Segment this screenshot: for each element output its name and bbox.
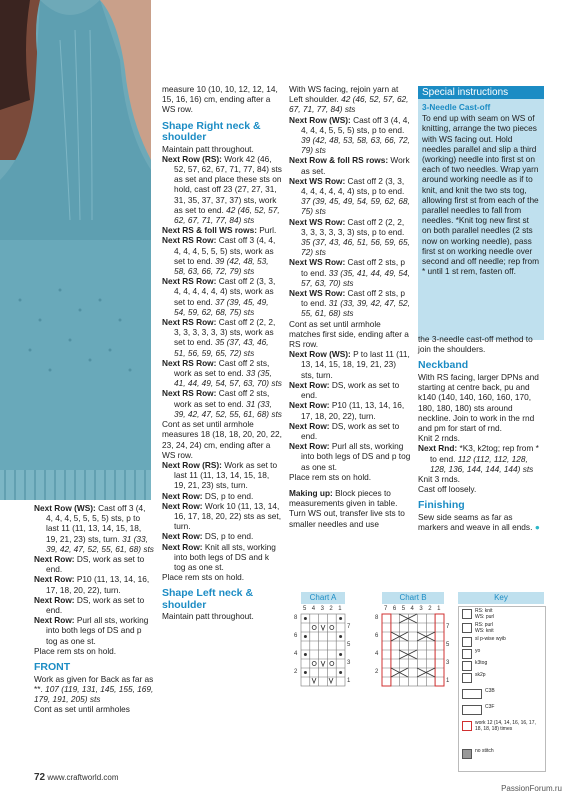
watermark: PassionForum.ru [501, 784, 562, 793]
instruction-row: Next RS Row: Cast off 3 (4, 4, 4, 4, 4, 5, 5, 5) sts, work as set to end. 39 (42, 48, 53, 58, 63, 66, 72, 79) sts [162, 235, 276, 277]
key-label: yo [475, 648, 481, 654]
column-4 [418, 334, 544, 532]
shape-right-heading: Shape Right neck & shoulder [162, 119, 261, 144]
instruction-row: Next Row (WS): P to last 11 (11, 13, 14, 15, 18, 19, 21, 23) sts, turn. [289, 349, 410, 380]
cast-off-heading: 3-Needle Cast-off [422, 102, 491, 112]
front-text-2: Cont as set until armholes [34, 704, 130, 715]
instruction-row: Next Row: Purl all sts, working into both legs of DS and p tog as one st. [289, 441, 411, 472]
site-url: www.craftworld.com [47, 773, 119, 782]
special-instructions-box [418, 86, 544, 340]
instruction-row: Next Row (WS): Cast off 3 (4, 4, 4, 4, 5, 5, 5, 5) sts, p to last 11 (11, 13, 14, 15, 18, 19, 21, 23) sts, turn. 31 (33, 39, 42, 47, 52, 55, 61, 68) sts [34, 503, 154, 554]
key-label: RS: purl WS: knit [475, 622, 494, 634]
chart-axis-label: 1 [437, 606, 441, 612]
intro-text: the 3-needle cast-off method to join the shoulders. [418, 334, 533, 355]
instruction-row: Next Row (RS): Work 42 (46, 52, 57, 62, 67, 71, 77, 84) sts as set and place these sts on hold, cast off 23 (27, 27, 31, 31, 35, 37, 37, 37) sts, work as set to end. 42 (46, 52, 57, 62, 67, 71, 77, 84) sts [162, 153, 282, 226]
chart-axis-label: 3 [446, 660, 450, 666]
instruction-text: Place rem sts on hold. [34, 645, 117, 656]
instruction-row: Next Row: DS, work as set to end. [289, 420, 400, 441]
chart-axis-label: 8 [375, 615, 379, 621]
chart-axis-label: 2 [375, 669, 379, 675]
key-symbol [462, 661, 472, 671]
chart-axis-label: 1 [338, 606, 342, 612]
chart-axis-label: 5 [446, 642, 450, 648]
chart-b-title: Chart B [382, 592, 444, 604]
instruction-row: Next Row: P10 (11, 13, 14, 16, 17, 18, 20, 22), turn. [34, 574, 150, 595]
chart-axis-label: 4 [294, 651, 298, 657]
instruction-row: Next WS Row: Cast off 2 sts, p to end. 33 (35, 41, 44, 49, 54, 57, 63, 70) sts [289, 257, 410, 288]
finishing-heading: Finishing [418, 499, 465, 512]
instruction-row: Next RS Row: Cast off 2 (3, 3, 4, 4, 4, 4, 4, 4) sts, work as set to end. 37 (39, 45, 49, 54, 59, 62, 68, 75) sts [162, 276, 276, 317]
key-symbol [462, 749, 472, 759]
key-label: C3F [485, 704, 495, 710]
chart-axis-label: 7 [347, 624, 351, 630]
cont-text: Cont as set until armhole measures 18 (18, 18, 20, 20, 22, 23, 24, 24) cm, ending after a WS row. [162, 419, 282, 460]
neckband-heading: Neckband [418, 359, 469, 372]
instruction-row: Next RS Row: Cast off 2 sts, work as set to end. 33 (35, 41, 44, 49, 54, 57, 63, 70) sts [162, 357, 282, 389]
instruction-row: Next WS Row: Cast off 2 (2, 2, 3, 3, 3, 3, 3, 3) sts, p to end. 35 (37, 43, 46, 51, 56, 59, 65, 72) sts [289, 216, 410, 258]
intro-text: measure 10 (10, 10, 12, 12, 14, 15, 16, 16) cm, ending after a WS row. [162, 84, 278, 115]
chart-a-title: Chart A [301, 592, 345, 604]
instruction-row: Next Row (RS): Work as set to last 11 (11, 13, 14, 15, 18, 19, 21, 23) sts, turn. [162, 459, 278, 491]
neckband-text: With RS facing, larger DPNs and starting at centre back, pu and k140 (140, 140, 160, 160, 170, 180, 180, 180) sts around neckline. Join to work in the rnd and pm for start of rnd. [418, 371, 539, 433]
cast-off-text: To end up with seam on WS of knitting, arrange the two pieces with WS facing out. Hold needles parallel and slip a third (working) needle into first st on each of two needles. Wrap yarn around working needle as if to knit, and knit the two sts tog, allowing first st from each of the parallel needles to fall from needles. *Knit tog new first st on both parallel needles (2 sts now on working needle), pass first st on working needle over second and off needle; rep from * until 1 st rem, fasten off. [422, 113, 540, 277]
chart-axis-label: 5 [347, 642, 351, 648]
chart-axis-label: 5 [303, 606, 307, 612]
next-rnd: Next Rnd: *K3, k2tog; rep from * to end. 112 (112, 112, 128, 128, 136, 144, 144, 144) sts [418, 443, 539, 474]
instruction-row: Next Row: DS, p to end. [162, 531, 254, 542]
chart-axis-label: 7 [446, 624, 450, 630]
chart-axis-label: 6 [392, 606, 397, 612]
column-2 [162, 84, 282, 622]
shape-left-heading: Shape Left neck & shoulder [162, 587, 254, 611]
front-text: Work as given for Back as far as **. 107 (119, 131, 145, 155, 169, 179, 191, 205) sts [34, 673, 154, 704]
instruction-row: Next WS Row: Cast off 2 (3, 3, 4, 4, 4, 4, 4, 4) sts, p to end. 37 (39, 45, 49, 54, 59, 62, 68, 75) sts [289, 175, 410, 217]
column-1 [34, 503, 154, 714]
chart-axis-label: 5 [401, 606, 406, 612]
chart-axis-label: 4 [410, 606, 414, 612]
chart-axis-label: 2 [329, 606, 333, 612]
chart-axis-label: 4 [311, 606, 316, 612]
key-symbol [462, 637, 472, 647]
instruction-row: Next Row: DS, work as set to end. [289, 379, 400, 401]
instruction-row: Next WS Row: Cast off 2 sts, p to end. 31 (33, 39, 42, 47, 52, 55, 61, 68) sts [289, 288, 410, 319]
maintain-text: Maintain patt throughout. [162, 143, 254, 154]
chart-axis-label: 4 [375, 651, 379, 657]
instruction-row: Next Row & foll RS rows: Work as set. [289, 155, 410, 176]
chart-axis-label: 6 [294, 633, 298, 639]
place-text: Place rem sts on hold. [289, 471, 372, 482]
key-title: Key [458, 592, 544, 604]
chart-axis-label: 3 [320, 606, 324, 612]
cont-text: Cont as set until armhole matches first side, ending after a RS row. [289, 318, 409, 350]
knit2-text: Knit 2 rnds. [418, 433, 460, 444]
chart-axis-label: 3 [347, 660, 351, 666]
key-label: RS: knit WS: purl [475, 608, 495, 620]
key-symbol [462, 673, 472, 683]
finishing-text: Sew side seams as far as markers and weave in all ends. ● [418, 511, 540, 533]
chart-axis-label: 8 [294, 615, 298, 621]
instruction-row: Next RS Row: Cast off 2 sts, work as set to end. 31 (33, 39, 42, 47, 52, 55, 61, 68) sts [162, 388, 282, 419]
knit3-text: Knit 3 rnds. [418, 473, 460, 484]
makeup-text: Making up: Block pieces to measurements given in table. Turn WS out, transfer live sts to smaller needles and use [289, 487, 405, 529]
footer [34, 772, 118, 783]
chart-axis-label: 7 [384, 606, 388, 612]
key-label: no stitch [475, 748, 494, 754]
chart-key [458, 592, 548, 772]
chart-axis-label: 1 [347, 678, 351, 684]
instruction-row: Next Row: DS, p to end. [162, 490, 254, 501]
chart-axis-label: 3 [419, 606, 423, 612]
key-symbol [462, 721, 472, 731]
instruction-row: Next RS Row: Cast off 2 (2, 2, 3, 3, 3, 3, 3, 3) sts, work as set to end. 35 (37, 43, 46, 51, 56, 59, 65, 72) sts [162, 317, 276, 358]
key-label: k3tog [475, 660, 488, 666]
key-symbol [462, 705, 482, 715]
garment-photo [0, 0, 151, 500]
castoff-text: Cast off loosely. [418, 484, 477, 495]
key-symbol [462, 609, 472, 619]
instruction-row: Next Row: Work 10 (11, 13, 14, 16, 17, 18, 20, 22) sts as set, turn. [162, 500, 282, 532]
instruction-row: Next Row: DS, work as set to end. [34, 554, 145, 575]
chart-axis-label: 2 [428, 606, 432, 612]
chart-axis-label: 2 [294, 669, 298, 675]
instruction-row: Next RS & foll WS rows: Purl. [162, 225, 277, 236]
instruction-row: Next Row (WS): Cast off 3 (4, 4, 4, 4, 4, 5, 5, 5) sts, p to end. 39 (42, 48, 53, 58, 63, 66, 72, 79) sts [289, 114, 410, 156]
maintain-text-2: Maintain patt throughout. [162, 611, 254, 622]
key-label: sk2p [475, 672, 486, 678]
page-number: 72 [34, 772, 46, 783]
key-label: work 12 (14, 14, 16, 16, 17, 18, 18, 18) times [475, 720, 536, 732]
instruction-row: Next Row: Knit all sts, working into both legs of DS and k tog as one st. [162, 541, 276, 572]
key-label: C3B [485, 688, 495, 694]
column-3 [289, 84, 411, 529]
intro-text: With WS facing, rejoin yarn at Left shoulder. 42 (46, 52, 57, 62, 67, 71, 77, 84) sts [289, 84, 409, 115]
chart-axis-label: 6 [375, 633, 379, 639]
key-box [458, 606, 546, 772]
key-symbol [462, 649, 472, 659]
front-heading: FRONT [34, 661, 71, 674]
instruction-row: Next Row: Purl all sts, working into both legs of DS and p tog as one st. [34, 615, 149, 646]
instruction-row: Next Row: DS, work as set to end. [34, 594, 145, 616]
instruction-row: Next Row: P10 (11, 13, 14, 16, 17, 18, 20, 22), turn. [289, 400, 405, 421]
key-symbol [462, 689, 482, 699]
key-symbol [462, 623, 472, 633]
key-label: sl p-wise wyib [475, 636, 506, 642]
chart-axis-label: 1 [446, 678, 450, 684]
place-text: Place rem sts on hold. [162, 572, 245, 583]
special-instructions-bar: Special instructions [418, 86, 544, 99]
